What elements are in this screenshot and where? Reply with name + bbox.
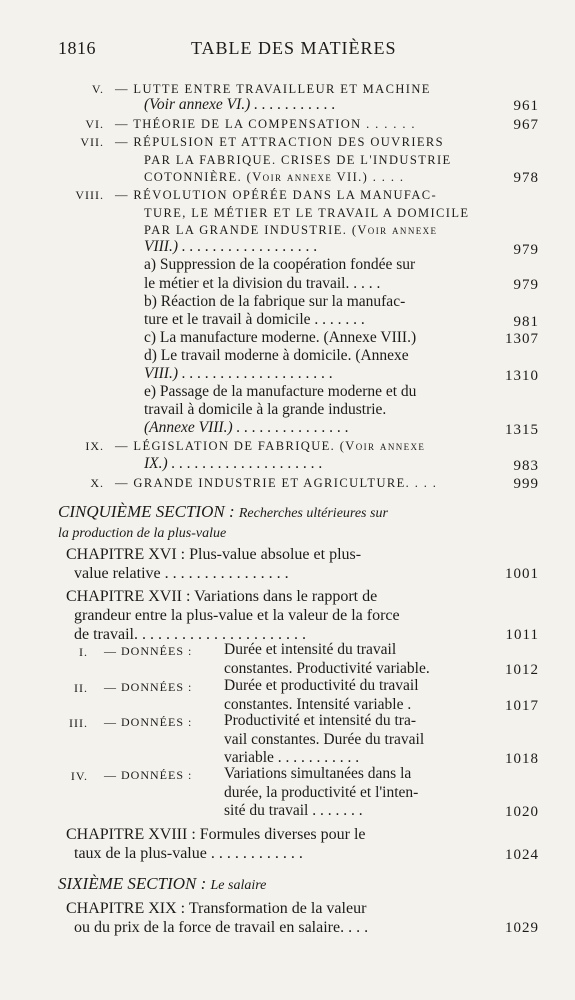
entry-line: c) La manufacture moderne. (Annexe VIII.) [144, 329, 417, 346]
section-title: SIXIÈME SECTION : [58, 874, 207, 893]
entry-line: VIII.) . . . . . . . . . . . . . . . . . . . . [144, 365, 333, 382]
entry-line: COTONNIÈRE. (Voir annexe VII.) . . . . [144, 170, 405, 184]
entry-page: 961 [513, 98, 539, 114]
donnees-page: 1018 [505, 751, 539, 767]
entry-roman: IX. [85, 439, 104, 453]
entry-line: ture et le travail à domicile . . . . . . . [144, 311, 365, 328]
donnees-line: variable . . . . . . . . . . . [224, 749, 360, 766]
entry-page: 1315 [505, 422, 539, 438]
entry-line: e) Passage de la manufacture moderne et du [144, 383, 417, 400]
donnees-label: — DONNÉES : [104, 768, 193, 782]
entry-line: b) Réaction de la fabrique sur la manufac- [144, 293, 406, 310]
section-heading [58, 502, 388, 522]
entry-line: PAR LA FABRIQUE. CRISES DE L'INDUSTRIE [144, 153, 452, 167]
donnees-line: Productivité et intensité du tra- [224, 712, 416, 729]
donnees-line: vail constantes. Durée du travail [224, 731, 425, 748]
section-title: CINQUIÈME SECTION : [58, 502, 235, 521]
entry-line: — LÉGISLATION DE FABRIQUE. (Voir annexe [115, 439, 426, 453]
chapter-line: CHAPITRE XIX : Transformation de la valeur [66, 900, 367, 917]
entry-page: 1310 [505, 368, 539, 384]
entry-line: VIII.) . . . . . . . . . . . . . . . . . . [144, 238, 318, 255]
donnees-line: constantes. Intensité variable . [224, 696, 412, 713]
chapter-page: 1011 [505, 627, 539, 643]
section-subtitle: la production de la plus-value [58, 526, 227, 541]
entry-line: d) Le travail moderne à domicile. (Annexe [144, 347, 409, 364]
entry-page: 967 [513, 117, 539, 133]
entry-roman: V. [91, 82, 104, 96]
chapter-page: 1029 [505, 920, 539, 936]
chapter-line: value relative . . . . . . . . . . . . . . . . [74, 565, 289, 582]
page-number: 1816 [58, 38, 96, 58]
entry-line: le métier et la division du travail. . . . . [144, 275, 381, 292]
donnees-roman: II. [74, 681, 88, 695]
entry-line: — THÉORIE DE LA COMPENSATION . . . . . . [115, 117, 416, 131]
donnees-line: Durée et productivité du travail [224, 677, 419, 694]
donnees-label: — DONNÉES : [104, 644, 193, 658]
donnees-page: 1017 [505, 698, 539, 714]
donnees-line: sité du travail . . . . . . . [224, 802, 363, 819]
chapter-line: CHAPITRE XVI : Plus-value absolue et plus- [66, 546, 362, 563]
donnees-line: Variations simultanées dans la [224, 765, 412, 782]
donnees-label: — DONNÉES : [104, 680, 193, 694]
entry-page: 1307 [505, 331, 539, 347]
entry-page: 978 [513, 170, 539, 186]
entry-roman: VII. [80, 135, 104, 149]
entry-line: TURE, LE MÉTIER ET LE TRAVAIL A DOMICILE [144, 206, 470, 220]
donnees-page: 1012 [505, 662, 539, 678]
chapter-page: 1001 [505, 566, 539, 582]
page-header [58, 38, 535, 64]
chapter-line: de travail. . . . . . . . . . . . . . . . . . . . . . [74, 626, 306, 643]
entry-line: PAR LA GRANDE INDUSTRIE. (Voir annexe [144, 223, 438, 237]
section-subtitle: Recherches ultérieures sur [238, 506, 388, 521]
entry-page: 979 [513, 277, 539, 293]
entry-line: — RÉVOLUTION OPÉRÉE DANS LA MANUFAC- [115, 188, 438, 202]
entry-page: 983 [513, 458, 539, 474]
entry-roman: VIII. [75, 188, 104, 202]
entry-roman: VI. [85, 117, 104, 131]
chapter-line: grandeur entre la plus-value et la valeur de la force [74, 607, 400, 624]
entry-line: (Annexe VIII.) . . . . . . . . . . . . . . . [144, 419, 349, 436]
donnees-page: 1020 [505, 804, 539, 820]
section-heading-line2 [58, 522, 226, 542]
donnees-line: Durée et intensité du travail [224, 641, 397, 658]
chapter-page: 1024 [505, 847, 539, 863]
chapter-line: ou du prix de la force de travail en salaire. . . . [74, 919, 369, 936]
entry-line: travail à domicile à la grande industrie. [144, 401, 387, 418]
entry-line: — GRANDE INDUSTRIE ET AGRICULTURE. . . . [115, 476, 438, 490]
entry-line: (Voir annexe VI.) . . . . . . . . . . . [144, 96, 336, 113]
entry-line: a) Suppression de la coopération fondée sur [144, 256, 416, 273]
entry-line: IX.) . . . . . . . . . . . . . . . . . . . . [144, 455, 323, 472]
entry-line: — LUTTE ENTRE TRAVAILLEUR ET MACHINE [115, 82, 431, 96]
running-title: TABLE DES MATIÈRES [191, 38, 397, 58]
entry-roman: X. [90, 476, 104, 490]
section-subtitle: Le salaire [210, 878, 267, 893]
donnees-label: — DONNÉES : [104, 715, 193, 729]
donnees-roman: III. [69, 716, 88, 730]
donnees-roman: I. [79, 645, 88, 659]
chapter-line: CHAPITRE XVII : Variations dans le rapport de [66, 588, 378, 605]
chapter-line: taux de la plus-value . . . . . . . . . . . . [74, 845, 303, 862]
entry-page: 979 [513, 242, 539, 258]
entry-line: — RÉPULSION ET ATTRACTION DES OUVRIERS [115, 135, 445, 149]
donnees-line: constantes. Productivité variable. [224, 660, 430, 677]
entry-page: 999 [513, 476, 539, 492]
entry-page: 981 [513, 314, 539, 330]
donnees-line: durée, la productivité et l'inten- [224, 784, 419, 801]
section-heading [58, 874, 266, 894]
chapter-line: CHAPITRE XVIII : Formules diverses pour le [66, 826, 366, 843]
donnees-roman: IV. [70, 769, 88, 783]
